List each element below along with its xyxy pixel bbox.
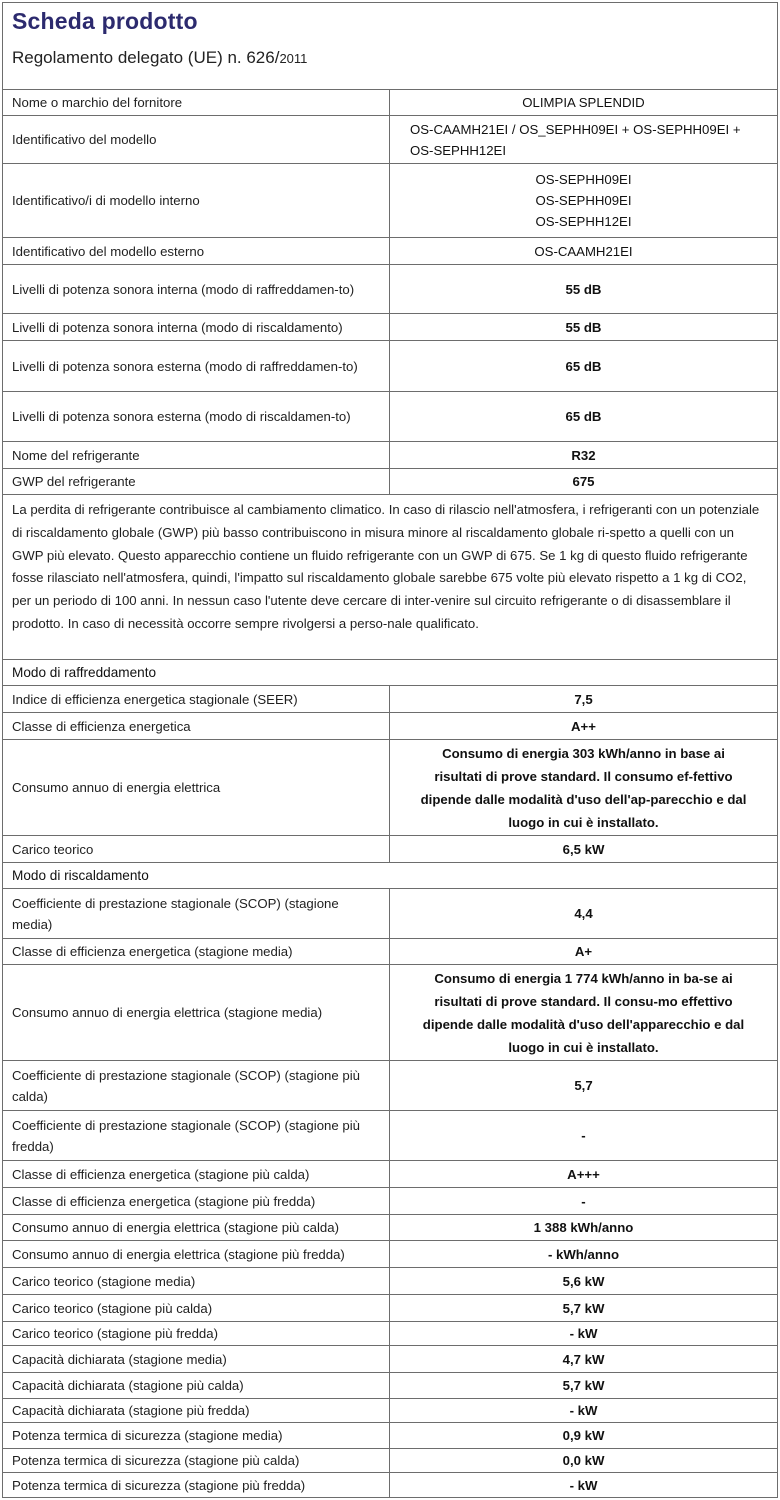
row-label: Consumo annuo di energia elettrica (3, 740, 390, 835)
row-outdoor-sound-heating (3, 392, 777, 442)
row-label: Indice di efficienza energetica stagionale (SEER) (3, 686, 390, 712)
row-value: OLIMPIA SPLENDID (522, 94, 645, 110)
row-consumption-warmer (3, 1215, 777, 1241)
row-label: Consumo annuo di energia elettrica (stagione più fredda) (3, 1241, 390, 1267)
row-value: - kWh/anno (547, 1246, 620, 1262)
row-label: Livelli di potenza sonora interna (modo di raffreddamen-to) (3, 265, 390, 313)
cooling-section-heading: Modo di raffreddamento (3, 660, 777, 686)
row-design-load-colder (3, 1322, 777, 1346)
row-value: OS-CAAMH21EI / OS_SEPHH09EI + OS-SEPHH09EI + OS-SEPHH12EI (410, 121, 741, 158)
row-value: 65 dB (565, 358, 602, 374)
indoor-model-id: OS-SEPHH09EI (535, 193, 632, 208)
row-value-list (390, 164, 777, 237)
row-value: 6,5 kW (562, 841, 605, 857)
row-declared-capacity-average (3, 1346, 777, 1373)
row-label: Classe di efficienza energetica (stagione più fredda) (3, 1188, 390, 1214)
row-declared-capacity-colder (3, 1399, 777, 1423)
row-value: R32 (571, 447, 596, 463)
row-value: - (581, 1128, 586, 1143)
row-value: 5,6 kW (562, 1273, 605, 1289)
product-sheet (2, 2, 778, 1498)
row-value: 0,9 kW (562, 1428, 605, 1443)
row-label: Carico teorico (stagione più calda) (3, 1295, 390, 1321)
row-label: Carico teorico (stagione media) (3, 1268, 390, 1294)
row-label: Capacità dichiarata (stagione più calda) (3, 1373, 390, 1398)
row-label: Identificativo/i di modello interno (3, 164, 390, 237)
sheet-header (3, 3, 777, 90)
row-label: Coefficiente di prestazione stagionale (SCOP) (stagione media) (3, 889, 390, 938)
row-design-load-warmer (3, 1295, 777, 1322)
row-outdoor-sound-cooling (3, 341, 777, 392)
row-label: Potenza termica di sicurezza (stagione più calda) (3, 1449, 390, 1472)
row-label: Livelli di potenza sonora esterna (modo di raffreddamen-to) (3, 341, 390, 391)
row-value: OS-CAAMH21EI (534, 243, 633, 259)
row-indoor-sound-cooling (3, 265, 777, 314)
regulation-year: 2011 (279, 51, 308, 66)
row-consumption-colder (3, 1241, 777, 1268)
row-heating-energy-class-average (3, 939, 777, 965)
row-label: Classe di efficienza energetica (3, 713, 390, 739)
row-energy-class-colder (3, 1188, 777, 1215)
indoor-model-id: OS-SEPHH09EI (535, 172, 632, 187)
row-value: 4,4 (574, 906, 593, 921)
row-label: GWP del refrigerante (3, 469, 390, 494)
row-refrigerant-gwp (3, 469, 777, 495)
row-value: 55 dB (565, 281, 602, 297)
refrigerant-notice: La perdita di refrigerante contribuisce al cambiamento climatico. In caso di rilascio nell'atmosfera, i refrigeranti con un potenziale di riscaldamento globale (GWP) più basso contribuiscono in misura minore al riscaldamento globale ri-spetto a quelli con un GWP più elevato. Questo apparecchio contiene un fluido refrigerante con un GWP di 675. Se 1 kg di questo fluido refrigerante fosse rilasciato nell'atmosfera, quindi, l'impatto sul riscaldamento globale sarebbe 675 volte più elevato rispetto a 1 kg di CO2, per un periodo di 100 anni. In nessun caso l'utente deve cercare di inter-venire sul circuito refrigerante o di disassemblare il prodotto. In caso di necessità occorre sempre rivolgersi a perso-nale qualificato. (3, 495, 777, 660)
row-value: - kW (569, 1477, 598, 1493)
row-label: Coefficiente di prestazione stagionale (SCOP) (stagione più calda) (3, 1061, 390, 1110)
row-value: A++ (571, 718, 596, 734)
row-value: - kW (569, 1326, 598, 1341)
row-label: Nome o marchio del fornitore (3, 89, 390, 115)
regulation-subtitle (12, 48, 307, 68)
row-label: Carico teorico (stagione più fredda) (3, 1322, 390, 1345)
indoor-model-id: OS-SEPHH12EI (535, 214, 632, 229)
regulation-text: Regolamento delegato (UE) n. 626/ (12, 48, 280, 67)
row-cooling-design-load (3, 836, 777, 863)
row-supplier (3, 89, 777, 116)
row-value: 55 dB (565, 319, 602, 335)
row-value: 0,0 kW (562, 1453, 605, 1468)
row-value: 1 388 kWh/anno (533, 1220, 634, 1235)
row-label: Livelli di potenza sonora esterna (modo di riscaldamen-to) (3, 392, 390, 441)
row-value: 5,7 (574, 1078, 593, 1093)
row-backup-heater-colder (3, 1473, 777, 1497)
row-label: Identificativo del modello esterno (3, 238, 390, 264)
row-heating-annual-consumption-average (3, 965, 777, 1061)
row-cooling-energy-class (3, 713, 777, 740)
row-label: Capacità dichiarata (stagione più fredda) (3, 1399, 390, 1422)
row-value: 675 (572, 474, 595, 489)
row-backup-heater-warmer (3, 1449, 777, 1473)
page-title: Scheda prodotto (12, 8, 198, 34)
row-outdoor-model-id (3, 238, 777, 265)
row-scop-colder (3, 1111, 777, 1161)
row-indoor-model-ids (3, 164, 777, 238)
row-energy-class-warmer (3, 1161, 777, 1188)
row-scop-average (3, 889, 777, 939)
row-cooling-annual-consumption (3, 740, 777, 836)
row-label: Carico teorico (3, 836, 390, 862)
row-label: Livelli di potenza sonora interna (modo di riscaldamento) (3, 314, 390, 340)
row-label: Identificativo del modello (3, 116, 390, 163)
row-model-id (3, 116, 777, 164)
heating-section-heading: Modo di riscaldamento (3, 863, 777, 889)
row-value: - kW (569, 1403, 598, 1418)
row-value: A+ (574, 944, 593, 959)
row-label: Potenza termica di sicurezza (stagione media) (3, 1423, 390, 1448)
row-label: Capacità dichiarata (stagione media) (3, 1346, 390, 1372)
row-value: A+++ (567, 1166, 600, 1182)
row-seer (3, 686, 777, 713)
row-label: Classe di efficienza energetica (stagione più calda) (3, 1161, 390, 1187)
row-refrigerant-name (3, 442, 777, 469)
row-label: Consumo annuo di energia elettrica (stagione media) (3, 965, 390, 1060)
row-indoor-sound-heating (3, 314, 777, 341)
row-backup-heater-average (3, 1423, 777, 1449)
row-label: Consumo annuo di energia elettrica (stagione più calda) (3, 1215, 390, 1240)
row-label: Coefficiente di prestazione stagionale (SCOP) (stagione più fredda) (3, 1111, 390, 1160)
row-label: Potenza termica di sicurezza (stagione più fredda) (3, 1473, 390, 1497)
row-value: 65 dB (565, 409, 602, 424)
row-value: 5,7 kW (562, 1300, 605, 1316)
row-scop-warmer (3, 1061, 777, 1111)
row-value: 5,7 kW (562, 1378, 605, 1393)
row-label: Classe di efficienza energetica (stagione media) (3, 939, 390, 964)
row-design-load-average (3, 1268, 777, 1295)
row-value: Consumo di energia 1 774 kWh/anno in ba-se ai risultati di prove standard. Il consu-mo effettivo dipende dalle modalità d'uso dell'apparecchio e dal luogo in cui è installato. (422, 970, 745, 1055)
row-label: Nome del refrigerante (3, 442, 390, 468)
row-declared-capacity-warmer (3, 1373, 777, 1399)
row-value: Consumo di energia 303 kWh/anno in base ai risultati di prove standard. Il consumo ef-fettivo dipende dalle modalità d'uso dell'ap-parecchio e dal luogo in cui è installato. (420, 745, 747, 830)
row-value: - (581, 1193, 586, 1209)
row-value: 7,5 (574, 691, 593, 707)
row-value: 4,7 kW (562, 1351, 605, 1367)
